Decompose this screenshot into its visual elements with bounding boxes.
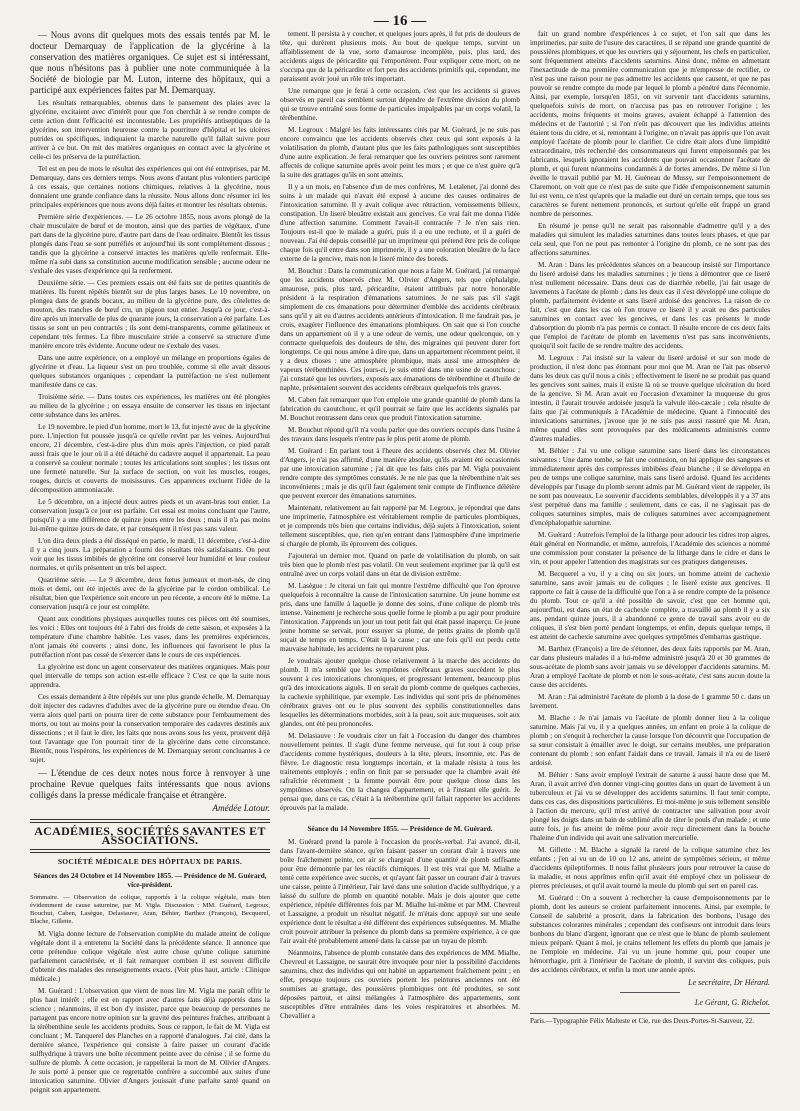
paragraph: Maintenant, relativement au fait rapporté par M. Legroux, je répondrai que dans une imprimerie, l'atmosphère est véritablement remplie de particules plombiques, et je comprends très bien que certains individus, déjà sujets à l'intoxication, soient tellement susceptibles, que, rien qu'en entrant dans l'atmosphère d'une imprimerie si chargée de plomb, ils éprouvent des coliques. (280, 504, 520, 548)
society-title: SOCIÉTÉ MÉDICALE DES HÔPITAUX DE PARIS. (57, 857, 243, 866)
paragraph: M. Béhier : J'ai vu une colique saturnine sans liseré dans les circonstances suivantes : Une dame tombe, se fait une contusion, on lui applique des sangsues et immédiatement après des compresses imbibées d'eau blanche ; il se développa en peu de temps une colique saturnine, mais sans liseré ardoisé. Quand les accidents développés par l'usage du plomb seront admis par M. Guérard vient de rappeler, ils ne sont pas nouveaux. Le souvenir d'accidents semblables, développés il y a 37 ans s'est perpétué dans ma famille ; seulement, dans ce cas, il ne s'agissait pas de coliques saturnines simples, mais de coliques saturnines avec accompagnement d'encéphalopathie saturnine. (530, 447, 770, 527)
paragraph: M. Guérard : On a souvent à rechercher la cause d'empoisonnements par le plomb, dont les auteurs se croient parfaitement innocents. Ainsi, par exemple, le Conseil de salubrité a proscrit, dans la fabrication des bonbons, l'usage des substances colorantes minérales ; cependant des confiseurs ont introduit dans leurs bonbons du blanc d'argent, ignorant que ce n'est que le blanc de plomb seulement mieux préparé. Quant à moi, je crains tellement les effets du plomb que jamais je ne l'emploie en médecine. J'ai vu un jeune homme qui, pour couper une hémorrhagie, prit à l'intérieur de l'acétate de plomb, il survint des coliques, puis des accidents cérébraux, et enfin la mort une année après. (530, 894, 770, 974)
paragraph: M. Guérard : Autrefois l'emploi de la litharge pour adoucir les cidres trop aigres, était général en Normandie, et même, autrefois, l'Académie des sciences a nommé une commission pour constater la présence de la litharge dans le cidre et dans le vin, et pour appeler l'attention des magistrats sur ces pratiques dangereuses. (530, 531, 770, 566)
paragraph: M. Becquerel a vu, il y a cinq ou six jours, un homme atteint de cachexie saturnine, sans avoir jamais eu de coliques ; le liseré existe aux gencives. Il rapporte ce fait à cause de la difficulté que l'on a à se rendre compte de la présence du plomb. Tout ce qu'il a été possible de savoir, c'est que cet homme qui, aujourd'hui, est dans un état de cachexie complète, a travaillé au plomb il y a six ans, pendant quinze jours, il a abandonné ce genre de travail sans avoir eu de coliques, il s'est bien porté pendant longtemps, et enfin, depuis quelque temps, il est atteint de cachexie saturnine avec quelques symptômes d'embarras gastrique. (530, 570, 770, 641)
paragraph: M. Barthez (François) a lire de s'étonner, des deux faits rapportés par M. Aran, car dans plusieurs malades il a lui-même administré jusqu'à 20 et 30 grammes de sous-acétate de plomb sans avoir jamais vu se développer d'accidents saturnins. M. Aran a employé l'acétate de plomb et non le sous-acétate, c'est sans aucun doute la cause des accidents. (530, 645, 770, 689)
paragraph: M. Blache : Je n'ai jamais vu l'acétate de plomb donner lieu à la colique saturnine. Mais j'ai vu, il y a quelques années, un enfant en proie à la colique de plomb ; on s'enquit à rechercher la cause lorsque l'on découvrit que l'occupation de sa sœur consistait à émailler avec le doigt, sur certains meubles, une préparation contenant du plomb ; son enfant l'aidait dans ce travail. Jamais il n'a eu de liseré ardoisé. (530, 714, 770, 767)
paragraph: M. Gillette : M. Blache a signalé la rareté de la colique saturnine chez les enfants ; j'en ai vu un de 10 ou 12 ans, atteint de symptômes sérieux, et même d'accidents épileptiformes. Il nous fallut plusieurs jours pour retrouver la cause de la maladie, et nous apprîmes enfin qu'il avait été employé chez un polisseur de pierres précieuses, et qu'il avait tourné la meule du plomb qui sert en pareil cas. (530, 846, 770, 890)
printer-imprint: Paris.—Typographie Félix Malteste et Cie, rue des Deux-Portes-St-Sauveur, 22. (530, 1013, 770, 1026)
section-heading: ACADÉMIES, SOCIÉTÉS SAVANTES ET ASSOCIATIONS. (34, 824, 266, 847)
paragraph: J'ajouterai un dernier mot. Quand on parle de volatilisation du plomb, on sait très bien que le plomb n'est pas volatil. On veut seulement exprimer par là qu'il est entraîné avec un corps volatil dans un état de division extrême. (280, 552, 520, 578)
paragraph: M. Legroux : Malgré les faits intéressants cités par M. Guérard, je ne suis pas encore convaincu que les accidents observés chez ceux qui sont exposés à la volatilisation du plomb, d'autant plus que les faits pathologiques sont susceptibles d'une autre explication. Je ferai remarquer que les ouvriers peintres sont rarement affectés de colique saturnine après avoir peint les murs ; et que ce n'est guère qu'à la suite des grattages qu'ils en sont atteints. (280, 126, 520, 179)
paragraph: Deuxième série. — Ces premiers essais ont été faits sur de petites quantités de matières. Ils furent répétés bientôt sur de plus larges bases. Le 10 novembre, on plongea dans de grands bocaux, au milieu de la glycérine pure, des côtelettes de mouton, des tranches de bœuf cru, un pigeon tout entier. Jusqu'à ce jour, c'est-à-dire après un intervalle de plus de quarante jours, la conservation a été parfaite. Les tissus se sont un peu contractés ; ils sont demi-transparents, comme gélatineux et cependant très fermes. La fibre musculaire striée a conservé sa structure d'une manière encore très évidente. Aucune odeur ne s'exhale des vases. (30, 279, 270, 350)
paragraph: Néanmoins, l'absence de plomb constatée dans des expériences de MM. Mialhe, Chevreul et Lassaigne, ne saurait être invoquée pour nier la possibilité d'accidents saturnins, chez des individus qui ont habité un appartement fraîchement peint ; en effet, presque toujours ces ouvriers portent les peintures anciennes ont été soumises au grattage, des poussières plombiques ont été produites, se sont déposées partout, et ainsi mélangées à l'atmosphère des appartements, sont susceptibles d'être entraînées dans les voies respiratoires et absorbées. M. Chevallier a (280, 949, 520, 1020)
paragraph: M. Legroux : J'ai insisté sur la valeur du liseré ardoisé et sur son mode de production, il n'est donc pas étonnant pour moi que M. Aran ne l'ait pas observé dans les deux cas qu'il nous a cités ; effectivement le liseré ne se produit pas quand les gencives sont saines, mais il existe là où se trouve quelque ulcération du bord de la gencive. Si M. Aran avait eu l'occasion d'examiner la muqueuse du gros intestin, il l'aurait trouvée ardoisée jusqu'à la valvule iléo-cæcale ; cela résulte de faits que j'ai communiqués à l'Académie de médecine. Quant à l'innocuité des intoxications saturnines, j'avoue que je ne suis pas aussi rassuré que M. Aran, même quand elles sont provoquées par des médicaments administrés contre d'autres maladies. (530, 354, 770, 443)
paragraph: En résumé je pense qu'il ne serait pas raisonnable d'admettre qu'il y a des maladies qui simulent les maladies saturnines dans toutes leurs phases, et que par cela seul, que l'on ne peut pas remonter à l'origine du plomb, ce ne sont pas des affections saturnines. (530, 222, 770, 257)
paragraph: Quant aux conditions physiques auxquelles toutes ces pièces ont été soumises, les voici : Elles ont toujours été à l'abri des froids de cette saison, et exposées à la température d'une chambre habitée. Les vases, dans les premières expériences, n'ont jamais été couverts ; ainsi donc, les influences qui favorisent le plus la putréfaction n'ont pas cessé de s'exercer dans le cours de ces expériences. (30, 615, 270, 659)
divider (370, 818, 430, 819)
paragraph: L'on dira deux pieds a été disséqué en partie, le mardi, 11 décembre, c'est-à-dire il y a cinq jours. La préparation a fourni des résultats très satisfaisants. On peut voir que les tissus imbibés de glycérine ont conservé leur humidité et leur couleur normales, et qu'ils présentent un très bel aspect. (30, 537, 270, 572)
paragraph: M. Béhier : Sans avoir employé l'extrait de saturne à aussi haute dose que M. Aran, il avait arrivé d'en donner vingt-cinq gouttes dans un quart de lavement à un tuberculeux et j'ai vu se développer des accidents saturnins. Il faut tenir compte, dans ces cas, des dispositions particulières. Et moi-même je suis tellement sensible à l'action du mercure, qu'il m'est arrivé de contracter une salivation pour avoir plongé les doigts dans un bain de sublimé afin de tâter le pouls d'un malade ; et une autre fois, je fus atteint de même pour avoir reçu directement dans la bouche l'haleine d'un individu qui avait une salivation mercurielle. (530, 771, 770, 842)
section-divider (30, 849, 270, 853)
paragraph: M. Bouchut répond qu'il n'a voulu parler que des ouvriers occupés dans l'usine à des travaux dans lesquels n'entre pas le plus petit atome de plomb. (280, 426, 520, 443)
paragraph: M. Guérard prend la parole à l'occasion du procès-verbal. J'ai avancé, dit-il, dans l'avant-dernière séance, qu'en faisant passer un courant d'air à travers une boîte fraîchement peinte, cet air se chargeait d'une quantité de plomb suffisante pour être démontrée par les réactifs chimiques. Il est très vrai que M. Mialhe a tenté cette expérience avec succès, et qu'ayant fait passer un courant d'air à travers une caisse, peinte à l'intérieur, l'air lavé dans une solution d'acide sulfhydrique, y a laissé du sulfure de plomb en quantité notable. Mais je dois ajouter que cette expérience, répétée différentes fois par M. Mialhe lui-même et par MM. Chevreul et Lassaigne, a produit un résultat négatif. Je m'étais donc appuyé sur une seule expérience dont le résultat a été différent des expériences subséquentes. M. Mialhe croit pouvoir attribuer la présence du plomb dans sa première expérience, à ce que l'air avait été probablement amené dans la caisse par un tuyau de plomb. (280, 838, 520, 945)
paragraph: M. Vigla donne lecture de l'observation complète du malade atteint de colique végétale dont il a entretenu la Société dans la précédente séance. Il annonce que cette prétendue colique végétale n'est autre chose qu'une colique saturnine parfaitement caractérisée, et il fait remarquer combien il est souvent difficile d'obtenir des malades des renseignements exacts. (Voir plus haut, article : Clinique médicale.) (30, 930, 270, 983)
paragraph: Troisième série. — Dans toutes ces expériences, les matières ont été plongées au milieu de la glycérine ; on essaya ensuite de conserver les tissus en injectant cette substance dans les artères. (30, 393, 270, 419)
paragraph: Ces essais demandent à être répétés sur une plus grande échelle. M. Demarquay doit injecter des cadavres d'adultes avec de la glycérine pure ou étendue d'eau. On verra alors quel parti on pourra tirer de cette substance pour l'embaumement des morts, ou tout au moins pour la conservation temporaire des cadavres destinés aux dissections ; et il faut le dire, les faits que nous avons sous les yeux, prouvent déjà tout l'avantage que l'on pourrait tirer de la glycérine dans cette circonstance. Bientôt, nous l'espérons, les expériences de M. Demarquay seront concluantes à ce sujet. (30, 693, 270, 764)
paragraph: Une remarque que je ferai à cette occasion, c'est que les accidents si graves observés en pareil cas semblent surtout dépendre de l'extrême division du plomb qui se trouve entraîné sous forme de particules impalpables par un corps volatil, la térébenthine. (280, 87, 520, 122)
paragraph: Je voudrais ajouter quelque chose relativement à la marche des accidents du plomb. Il m'a semblé que les symptômes cérébraux graves succèdent le plus souvent à ces intoxications chroniques, et progressant lentement, beaucoup plus qu'à des intoxications aiguës. Il en serait du plomb comme de quelques cachexies, la cachexie syphilitique, par exemple. Les individus qui sont pris de phénomènes cérébraux graves ont eu le plus souvent des syphilis constitutionnelles dans lesquelles les déterminations morbides, soit à la peau, soit aux muqueuses, soit aux glandes, ont été peu prononcées. (280, 657, 520, 728)
text-columns (30, 30, 770, 1099)
paragraph: M. Aran : Dans les précédentes séances on a beaucoup insisté sur l'importance du liseré ardoisé dans les maladies saturnines ; je tiens à démontrer que ce liseré n'est nullement nécessaire. Dans deux cas de diarrhée rebelle, j'ai fait usage de lavements à l'acétate de plomb ; dans les deux cas il s'est développé une colique de plomb, parfaitement évidente et sans liseré ardoisé des gencives. La raison de ce fait, c'est que dans les cas où l'on trouve ce liseré il y avait eu des particules saturnines en contact avec les gencives, et dans les cas présents le mode d'absorption du plomb n'a pas permis ce contact. Il résulte encore de ces deux faits que l'emploi de l'acétate de plomb en lavements n'est pas sans inconvénients, quoiqu'il soit facile de se rendre maître des accidents. (530, 261, 770, 350)
column-3 (530, 30, 770, 1099)
paragraph: Tel est en peu de mots le résultat des expériences qui ont été entreprises, par M. Demarquay, dans ces derniers temps. Nous avons d'autant plus volontiers participé à ces essais, que certaines notions chimiques, relatives à la glycérine, nous donnaient une grande confiance dans la réussite. Nous allons donc résumer ici les principales expériences que nous avons déjà faites et montrer les résultats obtenus. (30, 165, 270, 209)
paragraph: M. Lasègue : Je citerai un fait qui montre l'extrême difficulté que l'on éprouve quelquefois à reconnaître la cause de l'intoxication saturnine. Un jeune homme est pris, dans une famille à laquelle je donne des soins, d'une colique de plomb très intense. Vainement je recherche sous quelle forme le plomb a pu agir pour produire l'intoxication. J'apprends un jour un tout petit fait qui était passé inaperçu. Ce jeune jeune homme se servait, pour essuyer sa plume, de petits grains de plomb qu'il suçait de temps en temps. C'était là la cause ; car une fois qu'il eut perdu cette mauvaise habitude, les accidents ne reparurent plus. (280, 582, 520, 653)
summary: Sommaire. — Observation de colique, rapportés à la colique végétale, mais bien évidemment de cause saturnine, par M. Vigla. Discussion : MM. Guérard, Legroux, Bouchut, Caben, Lasègue, Delasiauve, Aran, Béhier, Barthez (François), Becquerel, Blache, Gillette. (30, 894, 270, 925)
paragraph: Il y a un mois, en l'absence d'un de mes confrères, M. Letalenet, j'ai donné des soins à un malade qui n'avait été exposé à aucune des causes ordinaires de l'intoxication saturnine. Il y avait colique avec rétraction, vomissements bilieux, constipation. Un liseré bleuâtre existait aux gencives. Ce vrai fait me donna l'idée d'une affection saturnine. Comment l'avait-il contractée ? Je n'en sais rien. Toujours est-il que le malade a guéri, puis il a eu une rechute, et il a guéri de nouveau. J'ai été depuis conseillé par un imprimeur qui prétend être pris de colique chaque fois qu'il entre dans son imprimerie, il y a une coloration bleuâtre de la face externe de la gencive, mais non le liseré mince des boreds. (280, 183, 520, 263)
section-divider (30, 819, 270, 823)
author-signature: Amédée Latour. (212, 803, 270, 813)
paragraph: Dans une autre expérience, on a employé un mélange en proportions égales de glycérine et d'eau. La liqueur s'est un peu troublée, comme si elle avait dissous quelques substances organiques ; cependant la putréfaction ne s'est nullement manifestée dans ce cas. (30, 354, 270, 389)
paragraph: — L'étendue de ces deux notes nous force à renvoyer à une prochaine Revue quelques faits intéressants que nous avions colligés dans la presse médicale française et étrangère. (30, 768, 270, 800)
paragraph: — Nous avons dit quelques mots des essais tentés par M. le docteur Demarquay de l'application de la glycérine à la conservation des matières organiques. Ce sujet est si intéressant, que nous n'hésitons pas à publier une note communiquée à la Société de biologie par M. Luton, interne des hôpitaux, qui a participé aux expériences faites par M. Demarquay. (30, 30, 270, 95)
paragraph: Quatrième série. — Le 9 décembre, deux fœtus jumeaux et mort-nés, de cinq mois et demi, ont été injectés avec de la glycérine par le cordon ombilical. Le résultat, bien que l'expérience soit encore un peu récente, a encore été le même. La conservation jusqu'à ce jour est complète. (30, 576, 270, 611)
session-heading: Séances des 24 Octobre et 14 Novembre 1855. — Présidence de M. Guérard, vice-président. (33, 872, 267, 889)
manager-signature: Le Gérant, G. Richelot. (694, 998, 770, 1007)
paragraph: M. Guérard : L'observation que vient de nous lire M. Vigla me paraît offrir le plus haut intérêt ; elle est en rapport avec d'autres faits déjà rapportés dans la science ; néanmoins, il est bon d'y insister, parce que beaucoup de personnes ne partagent pas encore notre opinion sur la gravité des peintures fraîches, attribuant à la térébenthine seule les accidents produits. Sous ce rapport, le fait de M. Vigla est concluant ; M. Tanquerel des Planches en a rapporté d'analogues. J'ai cité, dans la dernière séance, l'expérience qui consiste à faire passer un courant d'acide sulfhydrique à travers une boîte récemment peinte avec du céruse ; il se forme du sulfure de plomb. À cette occasion, je rappellerai la mort de M. Olivier d'Angers. Je suis porté à penser que ce regrettable confrère a succombé aux suites d'une intoxication saturnine. Olivier d'Angers jouissait d'une parfaite santé quand on peignit son appartement. (30, 987, 270, 1094)
paragraph: M. Caben fait remarquer que l'on emploie une grande quantité de plomb dans la fabrication du caoutchouc, et qu'il pourrait se faire que les accidents signalés par M. Bouchut rentrassent dans ceux que produit l'intoxication saturnine. (280, 396, 520, 422)
paragraph: Le 19 novembre, le pied d'un homme, mort le 13, fut injecté avec de la glycérine pure. L'injection fut poussée jusqu'à ce qu'elle revînt par les veines. Aujourd'hui encore, 21 décembre, c'est-à-dire plus d'un mois après l'injection, ce pied paraît aussi frais que le jour où il a été détaché du cadavre auquel il appartenait. La peau a conservé sa couleur normale ; toutes les articulations sont souples ; les tissus ont une fermeté naturelle. Sur la surface de section, on voit les muscles, rouges, rouges, durcis et couverts de moisissures. Ces apparences excluent l'idée de la décomposition ammoniacale. (30, 423, 270, 494)
paragraph: Les résultats remarquables, obtenus dans le pansement des plaies avec la glycérine, excitaient avec d'intérêt pour que l'on cherchât à se rendre compte de cette action dont l'efficacité est incontestable. Les propriétés antiseptiques de la glycérine, son intervention heureuse contre la pourriture d'hôpital et les ulcères putrides ou spécifiques, indiquaient la marche naturelle qu'il fallait suivre pour arriver à ce but. On mit des matières organiques en contact avec la glycérine et celle-ci les préserva de la putréfaction. (30, 99, 270, 161)
paragraph: Première série d'expériences. — Le 26 octobre 1855, nous avons plongé de la chair musculaire de bœuf et de mouton, ainsi que des parties de végétaux, d'une part dans de la glycérine pure, d'autre part dans de l'eau ordinaire. Bientôt les tissus plongés dans l'eau se sont putréfiés et aujourd'hui ils sont complétement dissous ; tandis que la glycérine a conservé intactes les matières qu'elle renfermait. Elle-même n'a subi dans sa constitution aucune modification sensible ; aucune odeur ne s'exhale des vases d'expérience qui la renferment. (30, 213, 270, 275)
column-2 (280, 30, 520, 1099)
paragraph: tement. Il persista à y coucher, et quelques jours après, il fut pris de douleurs de tête, qui durèrent plusieurs mois. Au bout de quelque temps, survint un affaiblissement de la vue, sorte d'amaurose incomplète, puis, plus tard, des accidents aigus de péricardite qui l'emportèrent. Pour expliquer cette mort, on ne s'occupa que de la péricardite et fort peu des accidents primitifs qui, cependant, me paraissent avoir joué un rôle très important. (280, 30, 520, 83)
paragraph: Le 5 décembre, on a injecté deux autres pieds et un avant-bras tout entier. La conservation jusqu'à ce jour est parfaite. Cet essai est moins concluant que l'autre, puisqu'il y a une différence de quinze jours entre les deux ; mais il n'a pas moins lui-même quinze jours de date, et par conséquent il n'est pas sans valeur. (30, 498, 270, 533)
paragraph: La glycérine est donc un agent conservateur des matières organiques. Mais pour quel intervalle de temps son action est-elle efficace ? C'est ce que la suite nous apprendra. (30, 663, 270, 689)
paragraph: M. Delasiauve : Je voudrais citer un fait à l'occasion du danger des chambres nouvellement peintes. Il s'agit d'une femme nerveuse, qui fut tout à coup prise d'accidents comme hystériques, douleurs à la tête, pleurs, insomnie, etc. Pas de fièvre. Le diagnostic resta longtemps incertain, et la malade résista à tous les traitements employés ; enfin on finit par se persuader que la chambre avait été rafraîchie récemment ; la femme pouvait être pour quelque chose dans les symptômes observés. On la changea d'appartement, et à l'instant elle guérit. Je pensai que, dans ce cas, c'était à la térébenthine qu'il fallait rapporter les accidents éprouvés par la malade. (280, 732, 520, 812)
paragraph: M. Guérard : En parlant tout à l'heure des accidents observés chez M. Olivier d'Angers, je n'ai pas affirmé, d'une manière absolue, qu'ils avaient été occasionnés par une intoxication saturnine ; j'ai dit que les faits cités par M. Vigla pouvaient rendre compte des symptômes constatés. Je ne nie pas que la térébenthine n'ait ses inconvénients ; mais je dis qu'il faut également tenir compte de l'influence délétère que peuvent exercer des émanations saturnines. (280, 447, 520, 500)
secretary-signature: Le secrétaire, Dr Hérard. (688, 978, 770, 987)
paragraph: M. Aran : J'ai administré l'acétate de plomb à la dose de 1 gramme 50 c. dans un lavement. (530, 693, 770, 710)
paragraph: M. Bouchut : Dans la communication que nous a faite M. Guérard, j'ai remarqué que les accidents observés chez M. Olivier d'Angers, tels que céphalalgie, amaurose, puis, plus tard, péricardite, étaient attribués par notre honorable président à la respiration d'émanations saturnines. Je ne sais pas s'il s'agit simplement de ces émanations pour déterminer d'emblée des accidents cérébraux sans qu'il y ait eu d'autres accidents antérieurs d'intoxication. Il me faudrait pas, je crois, exagérer l'influence des émanations plombiques. On sait que si l'on couche dans un appartement où il y a une odeur de vernis, une odeur quelconque, on y contracte quelquefois des douleurs de tête, des migraines qui peuvent durer fort longtemps. Ce qui nous amène à dire que, dans un appartement récemment peint, il y a deux choses : une atmosphère plombique, mais aussi une atmosphère de vapeurs térébenthinées. Ces jours-ci, je suis entré dans une usine de caoutchouc ; j'ai constaté que les ouvriers, exposés aux émanations de térébenthine et d'huile de naphte, présentaient souvent des accidents cérébraux quelquefois très graves. (280, 267, 520, 392)
divider (620, 992, 680, 993)
column-1 (30, 30, 270, 1099)
session-heading: Séance du 14 Novembre 1855. — Présidence de M. Guérard. (307, 825, 493, 833)
paragraph: fait un grand nombre d'expériences à ce sujet, et l'on sait que dans les imprimeries, par suite de l'usure des caractères, il se répand une grande quantité de poussières plombiques, et que les ouvriers qui y séjournent, les chefs en particulier, sont fréquemment atteints d'accidents saturnins. Ainsi donc, même en admettant l'inexactitude de ma première communication que je m'empresse de rectifier, ce n'est pas une raison pour ne pas admettre les accidents que causent, et que ne pas pouvoir se rendre compte du mode par lequel le plomb a pénétré dans l'économie. Ainsi, par exemple, lorsqu'en 1851, on vit survenir tant d'accidents saturnins, quelquefois suivis de mort, on n'accusa pas pas en retrouver l'origine ; les accidents, moins fréquents et moins graves, avaient échappé à l'attention des médecins et de l'autorité ; si l'on n'eût pas découvert que les individus atteints étaient tous du cidre, et si, remontant à l'origine, on n'avait pas appris que l'on avait employé l'acétate de plomb pour le clarifier. Ce cidre était alors d'une limpidité extraordinaire, très recherché des consommateurs qui furent empoisonnés par les fabricants, lesquels ignoraient les accidents que pouvait occasionner l'acétate de plomb, et qui furent néanmoins condamnés à de fortes amendes. De même si l'on éveille le travail publié par M. H. Guéneau de Mussy, sur l'empoisonnement de Claremont, on voit que ce n'est pas de suite que l'idée d'empoisonnement saturnin lui est venu, ce n'est qu'après que la maladie eut duré un certain temps, que tous ses caractères se furent nettement prononcés, et surtout qu'elle eût frappé un grand nombre de personnes. (530, 30, 770, 218)
page-number: — 16 — (373, 13, 427, 29)
